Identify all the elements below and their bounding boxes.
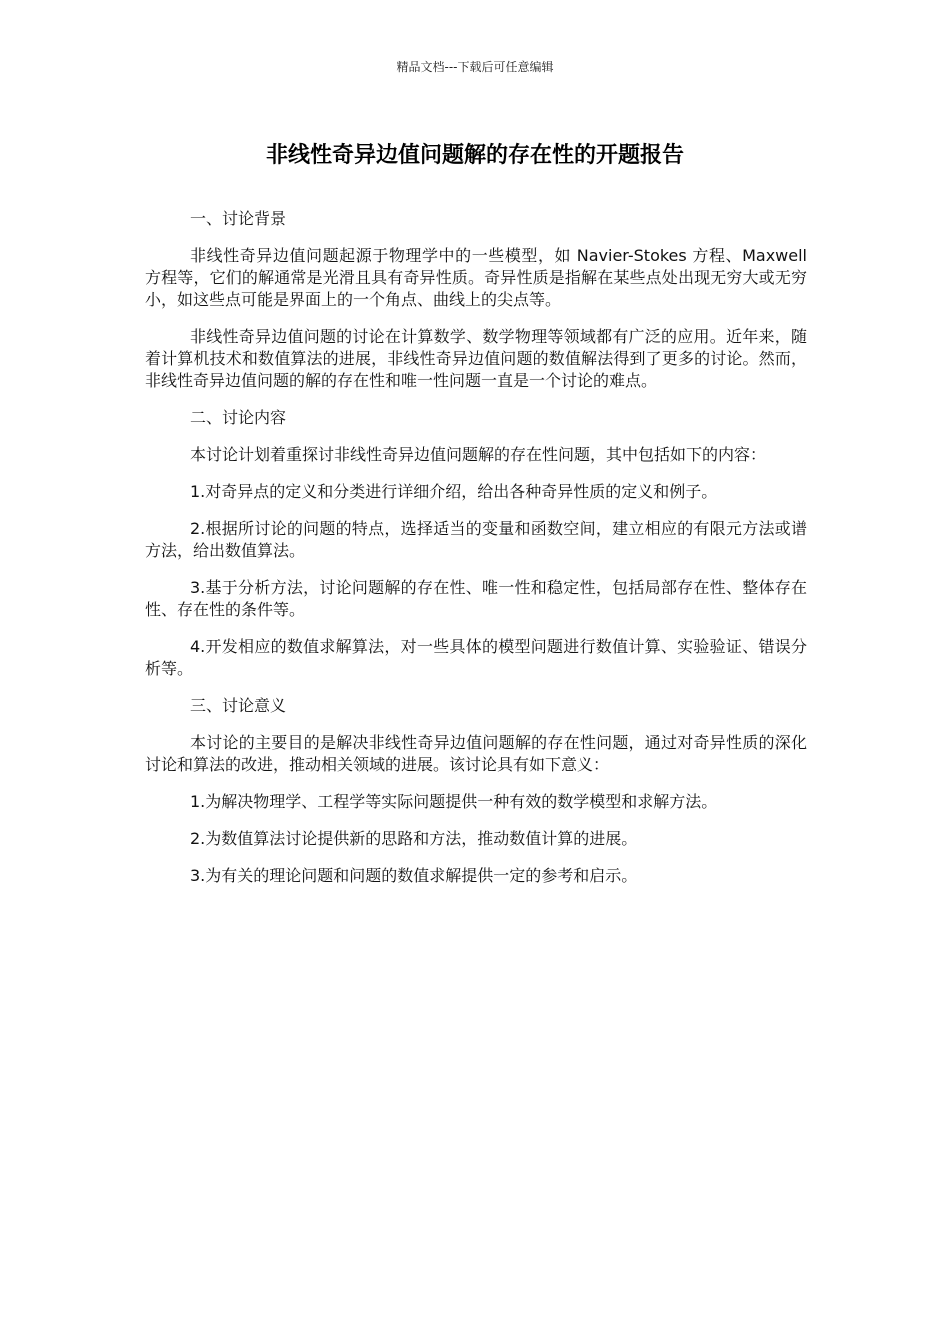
section-significance [145, 695, 807, 887]
section-heading: 二、讨论内容 [190, 408, 287, 427]
paragraph: 非线性奇异边值问题起源于物理学中的一些模型，如 Navier-Stokes 方程、Maxwell 方程等，它们的解通常是光滑且具有奇异性质。奇异性质是指解在某些点处出现无穷大或无穷小，如这些点可能是界面上的一个角点、曲线上的尖点等。 [145, 246, 807, 309]
list-item: 1.为解决物理学、工程学等实际问题提供一种有效的数学模型和求解方法。 [190, 792, 718, 811]
list-item: 1.对奇异点的定义和分类进行详细介绍，给出各种奇异性质的定义和例子。 [190, 482, 718, 501]
section-background [145, 208, 807, 392]
list-item: 3.为有关的理论问题和问题的数值求解提供一定的参考和启示。 [190, 866, 638, 885]
paragraph: 非线性奇异边值问题的讨论在计算数学、数学物理等领域都有广泛的应用。近年来，随着计算机技术和数值算法的进展，非线性奇异边值问题的数值解法得到了更多的讨论。然而，非线性奇异边值问题的解的存在性和唯一性问题一直是一个讨论的难点。 [145, 327, 807, 390]
header-note: 精品文档---下载后可任意编辑 [396, 60, 554, 74]
section-content [145, 407, 807, 680]
list-item: 2.为数值算法讨论提供新的思路和方法，推动数值计算的进展。 [190, 829, 638, 848]
paragraph: 本讨论计划着重探讨非线性奇异边值问题解的存在性问题，其中包括如下的内容： [190, 445, 767, 464]
paragraph: 本讨论的主要目的是解决非线性奇异边值问题解的存在性问题，通过对奇异性质的深化讨论和算法的改进，推动相关领域的进展。该讨论具有如下意义： [145, 733, 807, 774]
section-heading: 三、讨论意义 [190, 696, 287, 715]
document-body [145, 208, 807, 902]
document-title: 非线性奇异边值问题解的存在性的开题报告 [265, 143, 684, 168]
list-item: 3.基于分析方法，讨论问题解的存在性、唯一性和稳定性，包括局部存在性、整体存在性、存在性的条件等。 [145, 578, 807, 619]
section-heading: 一、讨论背景 [190, 209, 287, 228]
list-item: 2.根据所讨论的问题的特点，选择适当的变量和函数空间，建立相应的有限元方法或谱方法，给出数值算法。 [145, 519, 807, 560]
list-item: 4.开发相应的数值求解算法，对一些具体的模型问题进行数值计算、实验验证、错误分析等。 [145, 637, 807, 678]
